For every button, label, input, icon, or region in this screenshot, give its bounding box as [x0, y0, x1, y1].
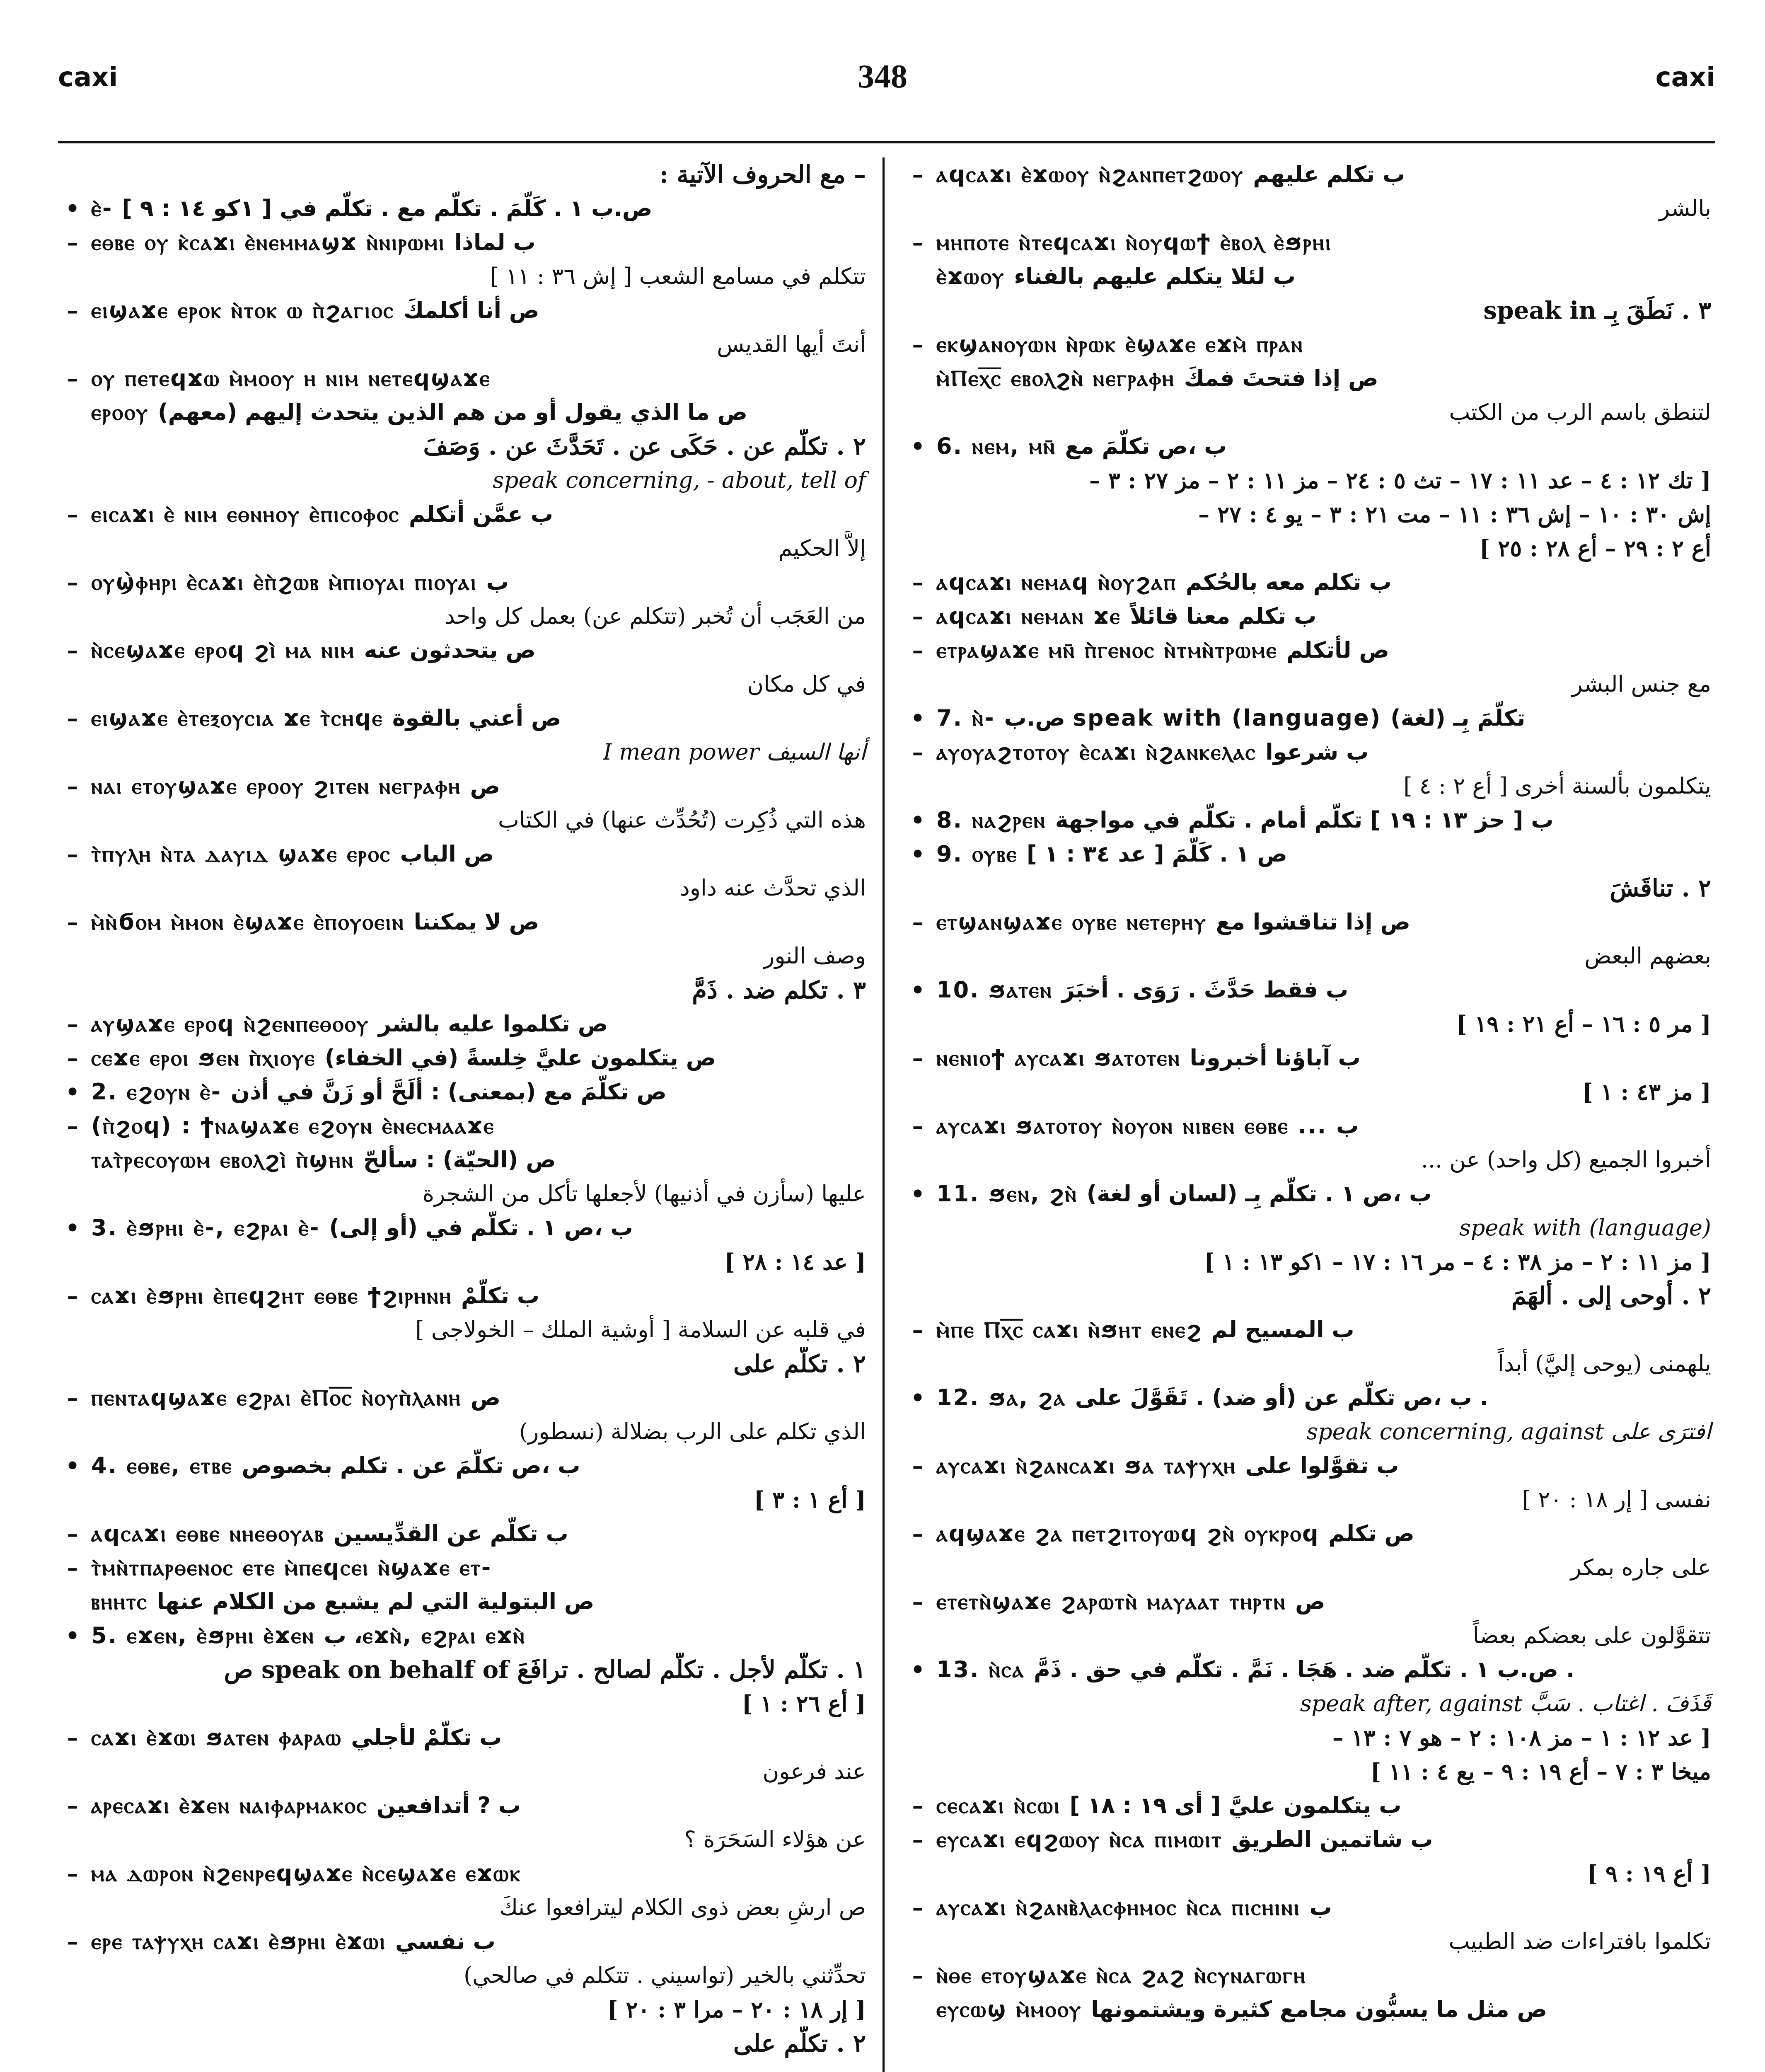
entry-text: يتكلمون بألسنة أخرى [ أع ٢ : ٤ ]: [1403, 773, 1711, 799]
entry-line: [903, 191, 1715, 225]
entry-text: ⲁϥⲥⲁϫⲓ ⲉ̀ϫⲱⲟⲩ ⲛ̀ϩⲁⲛⲡⲉⲧϩⲱⲟⲩ ب تكلم عليهم: [936, 161, 1405, 187]
entry-text: ⲁⲩⲥⲁϫⲓ ⲛ̀ϩⲁⲛⲃ̀ⲗⲁⲥⲫⲏⲙⲟⲥ ⲛ̀ⲥⲁ ⲡⲓⲥⲏⲓⲛⲓ ب: [936, 1894, 1332, 1920]
entry-marker: –: [67, 1385, 78, 1411]
entry-line: [58, 1721, 870, 1755]
entry-text: أخبروا الجميع (كل واحد) عن ...: [1421, 1147, 1711, 1173]
entry-text: [ أع ١٩ : ٩ ]: [1587, 1860, 1711, 1887]
entry-text: ⲛ̀ⲥⲉϣⲁϫⲉ ⲉⲣⲟϥ ϩⲓ̀ ⲙⲁ ⲛⲓⲙ ص يتحدثون عنه: [91, 637, 536, 663]
entry-marker: •: [65, 1452, 80, 1479]
entry-text: [ عد ١٤ : ٢٨ ]: [724, 1249, 866, 1275]
entry-marker: –: [912, 1792, 924, 1819]
entry-text: [ مز ٤٣ : ١ ]: [1582, 1079, 1711, 1105]
entry-line: [58, 1517, 870, 1551]
entry-text: speak with (language): [1459, 1215, 1711, 1241]
entry-line: [58, 1211, 870, 1245]
entry-line: [58, 1415, 870, 1449]
entry-marker: –: [912, 229, 924, 256]
entry-line: [58, 1381, 870, 1415]
entry-line: [903, 939, 1715, 973]
entry-text: speak concerning, against افترَى على: [1306, 1418, 1711, 1445]
entry-text: ⲉⲓϣⲁϫⲉ ⲉ̀ⲧⲉⲝⲟⲩⲥⲓⲁ ϫⲉ ⲧ̀ⲥⲏϥⲉ ص أعني بالقوة: [91, 705, 561, 731]
entry-line: [903, 1381, 1715, 1415]
entry-text: ⲛⲉⲛⲓⲟϯ ⲁⲩⲥⲁϫⲓ ϧⲁⲧⲟⲧⲉⲛ ب آباؤنا أخبرونا: [936, 1045, 1361, 1071]
entry-line: [903, 1415, 1715, 1449]
entry-line: [903, 1313, 1715, 1347]
entry-text: من العَجَب أن تُخبر (تتكلم عن) بعمل كل واحد: [445, 603, 866, 629]
entry-marker: –: [67, 501, 78, 528]
entry-text: ⲛⲁⲓ ⲉⲧⲟⲩϣⲁϫⲉ ⲉⲣⲟⲟⲩ ϩⲓⲧⲉⲛ ⲛⲉⲅⲣⲁⲫⲏ ص: [91, 773, 500, 799]
entry-line: [903, 1449, 1715, 1483]
entry-line: [903, 497, 1715, 531]
entry-marker: •: [910, 1656, 925, 1683]
entry-text: ⲁⲩⲥⲁϫⲓ ϧⲁⲧⲟⲧⲟⲩ ⲛ̀ⲟⲩⲟⲛ ⲛⲓⲃⲉⲛ ⲉⲑⲃⲉ ... ب: [936, 1113, 1359, 1139]
entry-text: ⲙ̀Ⲡⲉⲭ̅ⲥ̅ ⲉⲃⲟⲗϩⲛ̀ ⲛⲉⲅⲣⲁⲫⲏ ص إذا فتحتَ فمكَ: [936, 365, 1378, 391]
entry-line: [903, 1483, 1715, 1517]
left-column: [58, 157, 870, 2060]
entry-text: ⲥⲉϫⲉ ⲉⲣⲟⲓ ϧⲉⲛ ⲡ̀ⲭⲓⲟⲩⲉ ص يتكلمون عليَّ خِلسةً (في الخفاء): [91, 1045, 716, 1071]
entry-text: ⲉⲑⲃⲉ ⲟⲩ ⲕ̀ⲥⲁϫⲓ ⲉ̀ⲛⲉⲙⲙⲁϣϫ ⲛ̀ⲛⲓⲣⲱⲙⲓ ب لماذا: [91, 229, 536, 255]
entry-text: ⲉⲧⲉⲧⲛ̀ϣⲁϫⲉ ϩⲁⲣⲱⲧⲛ̀ ⲙⲁⲩⲁⲁⲧ ⲧⲏⲣⲧⲛ ص: [936, 1588, 1325, 1615]
entry-text: عليها (سأزن في أذنيها) لأجعلها تأكل من الشجرة: [422, 1181, 866, 1207]
entry-text: ⲁⲣⲉⲥⲁϫⲓ ⲉ̀ϫⲉⲛ ⲛⲁⲓⲫⲁⲣⲙⲁⲕⲟⲥ ب ? أتدافعين: [91, 1792, 521, 1818]
entry-line: [58, 1687, 870, 1721]
entry-marker: •: [910, 705, 925, 731]
entry-text: ⲧ̀ⲡⲩⲗⲏ ⲛ̀ⲧⲁ ⲇⲁⲩⲓⲇ ϣⲁϫⲉ ⲉⲣⲟⲥ ص الباب: [91, 841, 494, 867]
entry-text: ⲉⲩⲥⲁϫⲓ ⲉϥϩⲱⲟⲩ ⲛ̀ⲥⲁ ⲡⲓⲙⲱⲓⲧ ب شاتمين الطريق: [936, 1826, 1433, 1852]
entry-marker: –: [67, 1724, 78, 1751]
entry-marker: –: [67, 705, 78, 731]
entry-text: ⲁϥⲥⲁϫⲓ ⲛⲉⲙⲁⲛ ϫⲉ ب تكلم معنا قائلاً: [936, 603, 1317, 629]
entry-line: [58, 769, 870, 803]
entry-line: [903, 395, 1715, 429]
entry-text: ٢ . تكلَّم على: [733, 1350, 866, 1378]
entry-text: 3. ⲉ̀ϧⲣⲏⲓ ⲉ̀-, ⲉϩⲣⲁⲓ ⲉ̀- ب ،ص ١ . تكلَّم في (أو إلى): [91, 1215, 633, 1241]
entry-line: [903, 327, 1715, 361]
entry-marker: –: [912, 1894, 924, 1921]
entry-text: 12. ϧⲁ, ϩⲁ ب ،ص تكلَّم عن (أو ضد) . تَقَوَّلَ على .: [936, 1385, 1489, 1411]
entry-line: [58, 157, 870, 191]
entry-line: [58, 1177, 870, 1211]
entry-line: [58, 1890, 870, 1924]
entry-line: [58, 1619, 870, 1653]
header-left-word: caxi: [58, 62, 118, 93]
entry-text: ⲟⲩϣ̀ⲫⲏⲣⲓ ⲉ̀ⲥⲁϫⲓ ⲉ̀ⲡ̀ϩⲱⲃ ⲙ̀ⲡⲓⲟⲩⲁⲓ ⲡⲓⲟⲩⲁⲓ ب: [91, 569, 509, 595]
entry-line: [58, 1755, 870, 1789]
entry-text: (ⲡ̀ϩⲟϥ) : ϯⲛⲁϣⲁϫⲉ ⲉϩⲟⲩⲛ ⲉ̀ⲛⲉⲥⲙⲁⲁϫⲉ: [91, 1113, 495, 1139]
entry-marker: –: [67, 1113, 78, 1139]
entry-line: [903, 973, 1715, 1007]
entry-text: ⲉⲧⲣⲁϣⲁϫⲉ ⲙⲛ̄ ⲡ̀ⲅⲉⲛⲟⲥ ⲛ̀ⲧⲙⲛ̀ⲧⲣⲱⲙⲉ ص لأتكلم: [936, 637, 1389, 663]
entry-text: الذي تحدَّث عنه داود: [679, 875, 866, 901]
entry-text: ٣ . تكلم ضد . ذَمَّ: [692, 976, 866, 1004]
entry-line: [58, 803, 870, 837]
column-divider: [882, 157, 885, 2072]
entry-text: وصف النور: [764, 943, 866, 969]
entry-line: [903, 157, 1715, 191]
entry-text: [ أع ٢٦ : ١ ]: [742, 1690, 866, 1717]
entry-line: [58, 1313, 870, 1347]
entry-line: [903, 259, 1715, 293]
entry-text: ⲉⲩⲥⲱϣ ⲙ̀ⲙⲟⲟⲩ ص مثل ما يسبُّون مجامع كثيرة ويشتمونها: [936, 1996, 1547, 2022]
entry-text: ٢ . تكلَّم عن . حَكَى عن . تَحَدَّثَ عن . وَصَفَ: [423, 432, 866, 460]
entry-text: ⲁⲩϣⲁϫⲉ ⲉⲣⲟϥ ⲛ̀ϩⲉⲛⲡⲉⲑⲟⲟⲩ ص تكلموا عليه بالشر: [91, 1011, 608, 1037]
entry-text: ٢ . أوحى إلى . ألهَمَ: [1511, 1282, 1711, 1310]
entry-marker: –: [67, 909, 78, 935]
entry-line: [58, 735, 870, 769]
entry-line: [903, 1279, 1715, 1313]
entry-line: [58, 531, 870, 565]
entry-marker: –: [912, 1520, 924, 1547]
entry-text: ⲙ̀ⲛ̀ϭⲟⲙ ⲙ̀ⲙⲟⲛ ⲉ̀ϣⲁϫⲉ ⲉ̀ⲡⲟⲩⲟⲉⲓⲛ ص لا يمكننا: [91, 909, 539, 935]
entry-line: [58, 1789, 870, 1823]
entry-text: ⲛ̀ⲑⲉ ⲉⲧⲟⲩϣⲁϫⲉ ⲛ̀ⲥⲁ ϩⲁϩ ⲛ̀ⲥⲩⲛⲁⲅⲱⲅⲏ: [936, 1962, 1306, 1988]
entry-text: 10. ϧⲁⲧⲉⲛ ب فقط حَدَّثَ . رَوَى . أخبَرَ: [936, 977, 1349, 1003]
entry-line: [903, 1857, 1715, 1890]
entry-marker: –: [67, 1860, 78, 1887]
entry-text: نفسى [ إر ١٨ : ٢٠ ]: [1522, 1486, 1711, 1513]
entry-text: 13. ⲛ̀ⲥⲁ ص.ب ١ . تكلَّم ضد . هَجَا . نَمَّ . تكلَّم في حق . ذَمَّ .: [936, 1656, 1575, 1682]
entry-line: [58, 2026, 870, 2060]
entry-marker: –: [912, 1317, 924, 1343]
entry-text: ⲁϥⲥⲁϫⲓ ⲛⲉⲙⲁϥ ⲛ̀ⲟⲩϩⲁⲡ ب تكلم معه بالحُكم: [936, 569, 1392, 595]
entry-line: [903, 1245, 1715, 1279]
entry-line: [903, 1177, 1715, 1211]
entry-marker: –: [67, 297, 78, 324]
entry-marker: –: [912, 637, 924, 663]
entry-text: هذه التي ذُكِرت (تُحُدِّث عنها) في الكتاب: [498, 807, 866, 833]
entry-marker: –: [67, 1283, 78, 1309]
entry-text: [ مز ١١ : ٢ – مز ٣٨ : ٤ – مر ١٦ : ١٧ – ١كو ١٣ : ١ ]: [1204, 1249, 1711, 1275]
entry-line: [58, 1449, 870, 1483]
entry-text: 6. ⲛⲉⲙ, ⲙⲛ̄ ب ،ص تكلَّمَ مع: [936, 433, 1227, 459]
entry-marker: –: [912, 603, 924, 629]
entry-text: أع ٢ : ٢٩ – أع ٢٨ : ٢٥ ]: [1479, 535, 1711, 562]
entry-line: [58, 599, 870, 633]
entry-text: تتقوَّلون على بعضكم بعضاً: [1472, 1622, 1711, 1648]
entry-text: إلاَّ الحكيم: [778, 535, 866, 561]
entry-text: [ عد ١٢ : ١ – مز ١٠٨ : ٢ – هو ٧ : ١٣ –: [1332, 1724, 1711, 1751]
entry-text: ⲁϥϣⲁϫⲉ ϩⲁ ⲡⲉⲧϩⲓⲧⲟⲩⲱϥ ϩⲛ̀ ⲟⲩⲕⲣⲟϥ ص تكلم: [936, 1520, 1414, 1547]
entry-line: [903, 803, 1715, 837]
entry-marker: •: [65, 195, 80, 222]
entry-line: [58, 1551, 870, 1585]
entry-text: عن هؤلاء السَحَرَة ؟: [684, 1826, 866, 1852]
entry-text: ⲥⲁϫⲓ ⲉ̀ϫⲱⲓ ϧⲁⲧⲉⲛ ⲫⲁⲣⲁⲱ ب تكلَّمْ لأجلي: [91, 1724, 502, 1750]
entry-line: [58, 395, 870, 429]
entry-line: [903, 1789, 1715, 1823]
entry-marker: –: [67, 365, 78, 392]
entry-text: [ إر ١٨ : ٢٠ – مرا ٣ : ٢٠ ]: [607, 1996, 866, 2023]
entry-marker: •: [65, 1215, 80, 1241]
entry-marker: –: [912, 1452, 924, 1479]
entry-line: [58, 327, 870, 361]
entry-text: ⲙⲏⲡⲟⲧⲉ ⲛ̀ⲧⲉϥⲥⲁϫⲓ ⲛ̀ⲟⲩϥⲱϯ ⲉ̀ⲃⲟⲗ ⲉ̀ϧⲣⲏⲓ: [936, 229, 1332, 255]
entry-marker: –: [912, 1826, 924, 1853]
entry-line: [903, 769, 1715, 803]
entry-line: [903, 1109, 1715, 1143]
entry-line: [903, 735, 1715, 769]
entry-text: مع جنس البشر: [1572, 671, 1711, 697]
entry-line: [58, 1585, 870, 1619]
entry-text: الذي تكلم على الرب بضلالة (نسطور): [519, 1418, 866, 1445]
entry-text: 2. ⲉϩⲟⲩⲛ ⲉ̀- ص تكلَّمَ مع (بمعنى) : ألَحَّ أو زَنَّ في أذن: [91, 1079, 667, 1105]
entry-text: في كل مكان: [747, 671, 866, 697]
entry-line: [58, 905, 870, 939]
entry-line: [58, 1653, 870, 1687]
entry-line: [58, 361, 870, 395]
entry-line: [58, 837, 870, 871]
entry-line: [58, 667, 870, 701]
entry-line: [903, 1619, 1715, 1653]
entry-text: ميخا ٣ : ٧ – أع ١٩ : ٩ – يع ٤ : ١١ ]: [1370, 1758, 1711, 1785]
entry-marker: –: [912, 909, 924, 935]
entry-text: ٢ . تكلَّم على: [733, 2029, 866, 2057]
entry-line: [58, 1992, 870, 2026]
entry-text: ⲉⲕϣⲁⲛⲟⲩⲱⲛ ⲛ̀ⲣⲱⲕ ⲉ̀ϣⲁϫⲉ ⲉϫⲙ̀ ⲡⲣⲁⲛ: [936, 331, 1304, 357]
entry-text: إش ٣٠ : ١٠ – إش ٣٦ : ١١ – مت ٢١ : ٣ – يو ٤ : ٢٧ –: [1198, 501, 1711, 528]
entry-line: [903, 225, 1715, 259]
entry-marker: –: [912, 1962, 924, 1989]
entry-text: ⲥⲉⲥⲁϫⲓ ⲛ̀ⲥⲱⲓ ب يتكلمون عليَّ [ أى ١٩ : ١٨ ]: [936, 1792, 1402, 1818]
entry-text: – مع الحروف الآتية :: [659, 160, 866, 189]
entry-text: ⲉⲓⲥⲁϫⲓ ⲉ̀ ⲛⲓⲙ ⲉⲑⲛⲏⲟⲩ ⲉ̀ⲡⲓⲥⲟⲫⲟⲥ ب عمَّن أتكلم: [91, 501, 553, 527]
entry-line: [903, 1653, 1715, 1687]
entry-line: [903, 1211, 1715, 1245]
entry-text: 4. ⲉⲑⲃⲉ, ⲉⲧⲃⲉ ب ،ص تكلَّمَ عن . تكلم بخصوص: [91, 1452, 580, 1479]
entry-marker: •: [910, 1181, 925, 1207]
entry-line: [58, 565, 870, 599]
entry-line: [903, 1041, 1715, 1075]
entry-line: [903, 837, 1715, 871]
entry-text: 5. ⲉϫⲉⲛ, ⲉ̀ϧⲣⲏⲓ ⲉ̀ϫⲉⲛ ب ،ⲉϫⲛ̀, ⲉϩⲣⲁⲓ ⲉϫⲛ̀: [91, 1622, 526, 1648]
entry-line: [903, 1517, 1715, 1551]
entry-marker: •: [910, 807, 925, 833]
entry-text: ⲉ̀ϫⲱⲟⲩ ب لئلا يتكلم عليهم بالفناء: [936, 263, 1296, 289]
entry-marker: •: [65, 1079, 80, 1105]
entry-line: [903, 1755, 1715, 1789]
entry-line: [58, 225, 870, 259]
entry-text: ⲁⲩⲥⲁϫⲓ ⲛ̀ϩⲁⲛⲥⲁϫⲓ ϧⲁ ⲧⲁⲯⲩⲭⲏ ب تقوَّلوا على: [936, 1452, 1399, 1479]
entry-text: أنتَ أيها القديس: [717, 331, 866, 357]
entry-text: في قلبه عن السلامة [ أوشية الملك – الخولاجى ]: [415, 1317, 866, 1343]
entry-line: [903, 1143, 1715, 1177]
entry-text: [ تك ١٢ : ٤ – عد ١١ : ١٧ – تث ٥ : ٢٤ – مز ١١ : ٢ – مز ٢٧ : ٣ –: [1089, 467, 1711, 494]
entry-text: ⲧⲁⲧ̀ⲣⲉⲥⲟⲩⲱⲙ ⲉⲃⲟⲗϩⲓ̀ ⲡ̀ϣⲏⲛ ص (الحيّة) : سألحّ: [91, 1147, 556, 1173]
entry-line: [58, 1823, 870, 1857]
entry-marker: –: [67, 1045, 78, 1071]
entry-marker: –: [67, 569, 78, 595]
entry-text: بالشر: [1659, 195, 1711, 221]
entry-marker: –: [67, 229, 78, 256]
entry-text: speak concerning, - about, tell of: [493, 467, 866, 493]
entry-marker: –: [67, 1554, 78, 1581]
page-number: 348: [858, 58, 907, 95]
entry-line: [58, 1075, 870, 1109]
entry-line: [903, 463, 1715, 497]
entry-line: [903, 1075, 1715, 1109]
entry-marker: •: [910, 841, 925, 867]
entry-line: [903, 1924, 1715, 1958]
entry-line: [58, 1279, 870, 1313]
entry-text: ⲧ̀ⲙⲛ̀ⲧⲡⲁⲣⲑⲉⲛⲟⲥ ⲉⲧⲉ ⲙ̀ⲡⲉϥⲥⲉⲓ ⲛ̀ϣⲁϫⲉ ⲉⲧ-: [91, 1554, 492, 1581]
entry-line: [903, 531, 1715, 565]
entry-text: [ أع ١ : ٣ ]: [754, 1486, 866, 1513]
entry-text: ⲁⲩⲟⲩⲁϩⲧⲟⲧⲟⲩ ⲉ̀ⲥⲁϫⲓ ⲛ̀ϩⲁⲛⲕⲉⲗⲁⲥ ب شرعوا: [936, 739, 1369, 765]
entry-marker: –: [67, 773, 78, 799]
entry-line: [58, 259, 870, 293]
entry-marker: •: [65, 1622, 80, 1649]
entry-line: [58, 1924, 870, 1958]
entry-marker: –: [67, 637, 78, 663]
entry-text: ⲟⲩ ⲡⲉⲧⲉϥϫⲱ ⲙ̀ⲙⲟⲟⲩ ⲏ ⲛⲓⲙ ⲛⲉⲧⲉϥϣⲁϫⲉ: [91, 365, 491, 391]
entry-text: ص ارشِ بعض ذوى الكلام ليترافعوا عنكَ: [499, 1894, 866, 1920]
entry-text: عند فرعون: [762, 1758, 866, 1784]
entry-marker: •: [910, 977, 925, 1003]
entry-text: ٣ . نَطَقَ بِـ speak in: [1483, 296, 1711, 324]
entry-text: على جاره بمكر: [1570, 1554, 1711, 1581]
entry-line: [903, 293, 1715, 327]
entry-marker: –: [912, 1045, 924, 1071]
entry-text: I mean power أنها السيف: [603, 739, 866, 765]
entry-line: [903, 633, 1715, 667]
entry-line: [58, 497, 870, 531]
entry-line: [903, 1823, 1715, 1857]
entry-marker: –: [67, 1792, 78, 1819]
header-right-word: caxi: [1655, 62, 1715, 93]
entry-line: [903, 1721, 1715, 1755]
entry-marker: –: [912, 739, 924, 765]
entry-text: ⲙ̀ⲡⲉ Ⲡⲭ̅ⲥ̅ ⲥⲁϫⲓ ⲛ̀ϧⲏⲧ ⲉⲛⲉϩ ب المسيح لم: [936, 1317, 1354, 1343]
entry-line: [903, 701, 1715, 735]
entry-line: [903, 429, 1715, 463]
entry-text: ⲉⲣⲉ ⲧⲁⲯⲩⲭⲏ ⲥⲁϫⲓ ⲉ̀ϧⲣⲏⲓ ⲉ̀ϫⲱⲓ ب نفسي: [91, 1928, 496, 1954]
entry-line: [903, 667, 1715, 701]
entry-text: ⲉⲧϣⲁⲛϣⲁϫⲉ ⲟⲩⲃⲉ ⲛⲉⲧⲉⲣⲏⲩ ص إذا تناقشوا مع: [936, 909, 1411, 935]
entry-line: [58, 1007, 870, 1041]
entry-line: [903, 1347, 1715, 1381]
entry-marker: –: [67, 1011, 78, 1037]
entry-text: ⲡⲉⲛⲧⲁϥϣⲁϫⲉ ⲉϩⲣⲁⲓ ⲉ̀Ⲡⲟ̅ⲥ̅ ⲛ̀ⲟⲩⲡ̀ⲗⲁⲛⲏ ص: [91, 1385, 501, 1411]
entry-line: [903, 1992, 1715, 2026]
entry-text: ⲉ̀- ص.ب ١ . كَلَّمَ . تكلَّم مع . تكلَّم في [ ١كو ١٤ : ٩ ]: [91, 195, 653, 221]
entry-text: يلهمنى (يوحى إليَّ) أبداً: [1497, 1351, 1711, 1377]
entry-line: [58, 871, 870, 905]
entry-marker: –: [912, 569, 924, 595]
entry-text: [ مر ٥ : ١٦ – أع ٢١ : ١٩ ]: [1456, 1011, 1711, 1037]
entry-line: [903, 1687, 1715, 1721]
entry-line: [58, 463, 870, 497]
entry-line: [903, 1958, 1715, 1992]
entry-text: 7. ⲛ̀- ص.ب speak with (language) تكلَّمَ بِـ (لغة): [936, 705, 1526, 731]
entry-line: [903, 871, 1715, 905]
entry-text: ⲁϥⲥⲁϫⲓ ⲉⲑⲃⲉ ⲛⲏⲉⲑⲟⲩⲁⲃ ب تكلَّم عن القدِّيسين: [91, 1520, 568, 1547]
entry-marker: –: [912, 331, 924, 358]
entry-text: ⲉⲓϣⲁϫⲉ ⲉⲣⲟⲕ ⲛ̀ⲧⲟⲕ ⲱ ⲡ̀ϩⲁⲅⲓⲟⲥ ص أنا أكلمكَ: [91, 297, 539, 323]
entry-line: [903, 565, 1715, 599]
entry-line: [58, 191, 870, 225]
entry-text: 9. ⲟⲩⲃⲉ ص ١ . كَلَّمَ [ عد ٣٤ : ١ ]: [936, 841, 1287, 867]
entry-marker: •: [910, 1385, 925, 1411]
entry-line: [903, 905, 1715, 939]
entry-text: بعضهم البعض: [1584, 943, 1711, 969]
entry-marker: –: [67, 1520, 78, 1547]
entry-text: ⲃⲏⲏⲧⲥ ص البتولية التي لم يشبع من الكلام عنها: [91, 1588, 595, 1615]
entry-text: ٢ . تناقَشَ: [1610, 874, 1711, 902]
entry-line: [58, 1857, 870, 1890]
entry-line: [58, 1109, 870, 1143]
entry-line: [903, 1551, 1715, 1585]
entry-text: 8. ⲛⲁϩⲣⲉⲛ ب [ حز ١٣ : ١٩ ] تكلَّم أمام . تكلَّم في مواجهة: [936, 807, 1554, 833]
entry-text: ١ . تكلَّم لأجل . تكلَّم لصالح . ترافَعَ speak on behalf of ص: [224, 1656, 866, 1684]
entry-text: 11. ϧⲉⲛ, ϩⲛ̀ ب ،ص ١ . تكلَّم بِـ (لسان أو لغة): [936, 1181, 1432, 1207]
entry-text: ⲉⲣⲟⲟⲩ ص ما الذي يقول أو من هم الذين يتحدث إليهم (معهم): [91, 399, 748, 425]
entry-line: [58, 293, 870, 327]
entry-line: [58, 1143, 870, 1177]
entry-marker: •: [910, 433, 925, 460]
entry-line: [58, 429, 870, 463]
entry-text: تحدِّثني بالخير (تواسيني . تتكلم في صالحي): [464, 1962, 866, 1988]
entry-line: [58, 1245, 870, 1279]
entry-line: [58, 1041, 870, 1075]
entry-line: [903, 1007, 1715, 1041]
entry-text: ⲙⲁ ⲇⲱⲣⲟⲛ ⲛ̀ϩⲉⲛⲣⲉϥϣⲁϫⲉ ⲛ̀ⲥⲉϣⲁϫⲉ ⲉϫⲱⲕ: [91, 1860, 522, 1886]
entry-line: [58, 633, 870, 667]
entry-line: [58, 973, 870, 1007]
entry-line: [58, 1958, 870, 1992]
entry-marker: –: [912, 1588, 924, 1615]
entry-line: [58, 1483, 870, 1517]
entry-marker: –: [67, 1928, 78, 1955]
entry-line: [903, 1890, 1715, 1924]
entry-marker: –: [912, 1113, 924, 1139]
entry-text: ⲥⲁϫⲓ ⲉ̀ϧⲣⲏⲓ ⲉ̀ⲡⲉϥϩⲏⲧ ⲉⲑⲃⲉ ϯϩⲓⲣⲏⲛⲏ ب تكلَّمْ: [91, 1283, 540, 1309]
right-column: [903, 157, 1715, 2026]
header-rule: [58, 141, 1715, 143]
entry-line: [903, 599, 1715, 633]
entry-text: تتكلم في مسامع الشعب [ إش ٣٦ : ١١ ]: [490, 263, 866, 289]
entry-text: لتنطق باسم الرب من الكتب: [1449, 399, 1711, 425]
entry-text: speak after, against قَذَفَ . اغتاب . سَبَّ: [1300, 1690, 1711, 1716]
entry-marker: –: [912, 161, 924, 188]
entry-line: [58, 939, 870, 973]
entry-line: [58, 701, 870, 735]
entry-line: [903, 1585, 1715, 1619]
entry-marker: –: [67, 841, 78, 867]
entry-line: [903, 361, 1715, 395]
entry-text: تكلموا بافتراءات ضد الطبيب: [1448, 1928, 1711, 1954]
entry-line: [58, 1347, 870, 1381]
